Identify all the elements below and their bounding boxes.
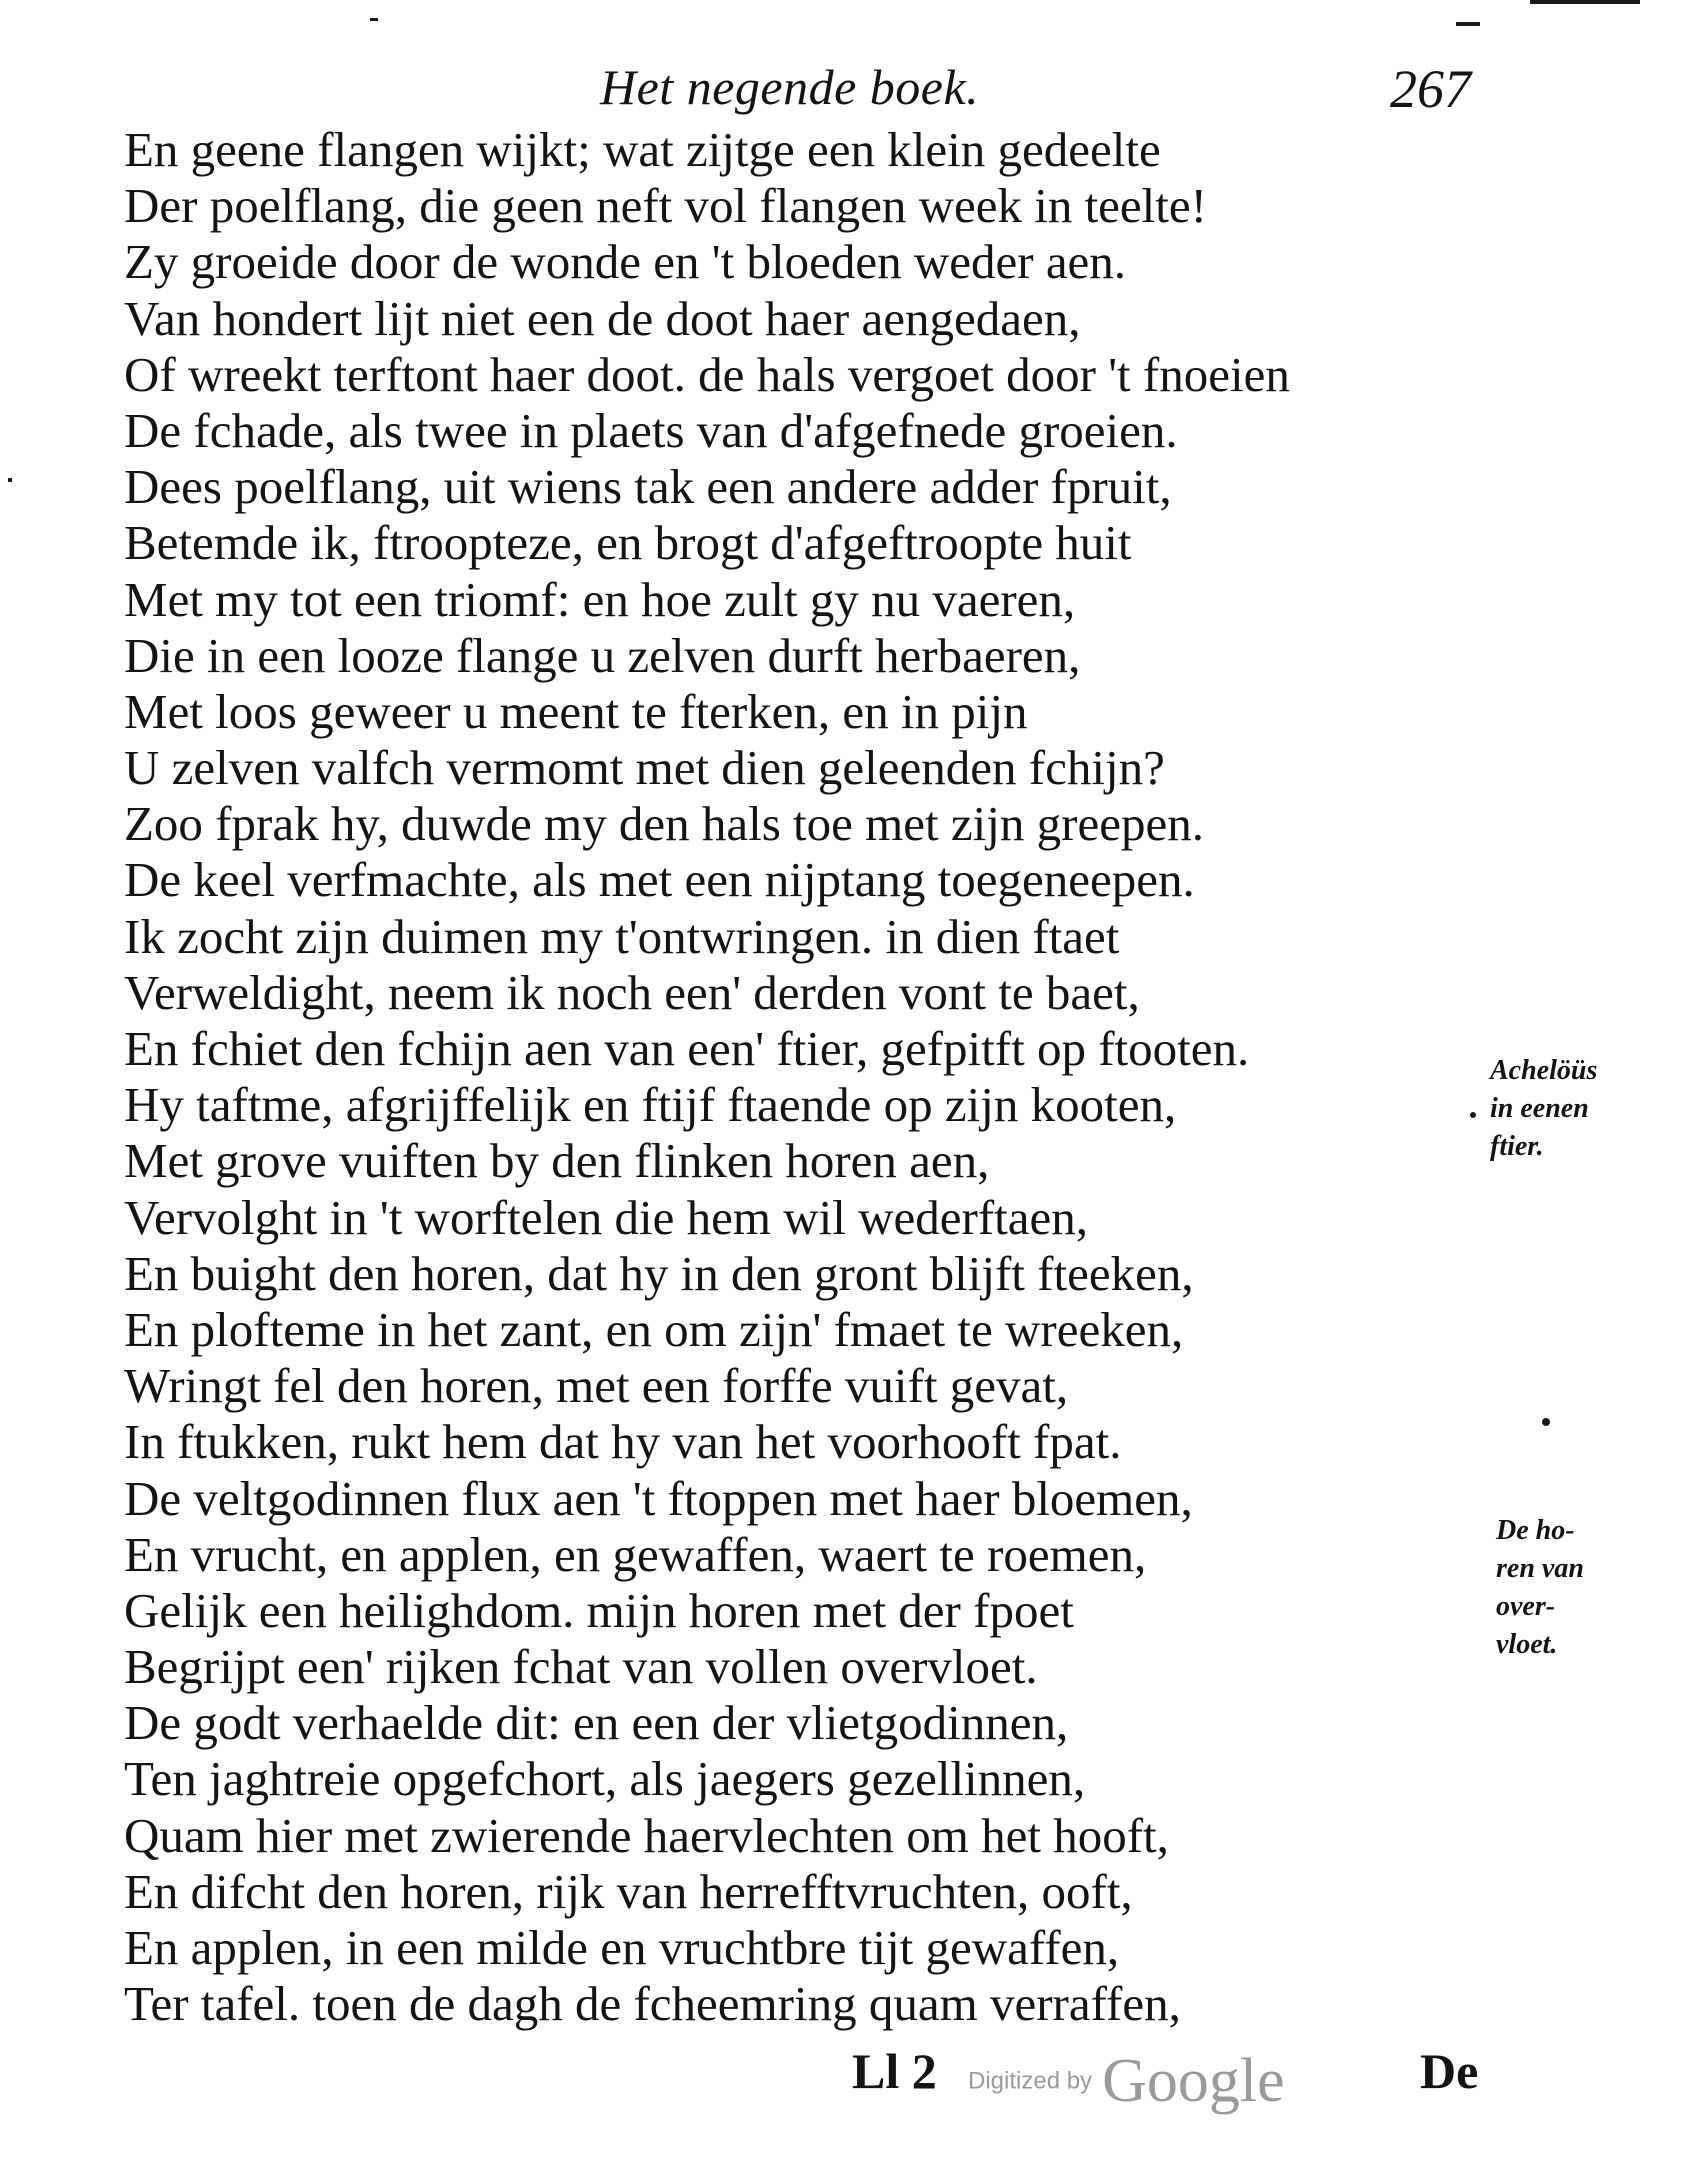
verse-line: Met my tot een triomf: en hoe zult gy nu vaeren, — [124, 571, 1076, 627]
marginal-note-line: ftier. — [1490, 1131, 1544, 1162]
marginal-note-line: over- — [1496, 1591, 1556, 1622]
scan-speck — [8, 478, 12, 482]
marginal-note-overvloet — [1496, 1512, 1584, 1664]
verse-line: Of wreekt terftont haer doot. de hals vergoet door 't fnoeien — [124, 346, 1290, 402]
page-number: 267 — [1390, 59, 1471, 119]
verse-line: Met loos geweer u meent te fterken, en in pijn — [124, 683, 1028, 739]
watermark-brand: Google — [1102, 2047, 1285, 2115]
running-head: Het negende boek. — [600, 59, 980, 115]
verse-line: En geene flangen wijkt; wat zijtge een klein gedeelte — [124, 122, 1161, 177]
verse-line: Der poelflang, die geen neft vol flangen week in teelte! — [124, 178, 1207, 234]
verse-line: Verweldight, neem ik noch een' derden vont te baet, — [124, 964, 1140, 1020]
verse-line: Begrijpt een' rijken fchat van vollen overvloet. — [124, 1639, 1038, 1695]
verse-line: De veltgodinnen flux aen 't ftoppen met haer bloemen, — [124, 1470, 1193, 1526]
verse-line: U zelven valfch vermomt met dien geleenden fchijn? — [124, 740, 1165, 796]
catchword: De — [1420, 2043, 1479, 2099]
verse-line: De godt verhaelde dit: en een der vlietgodinnen, — [124, 1695, 1069, 1751]
verse-line: En fchiet den fchijn aen van een' ftier, gefpitft op ftooten. — [124, 1021, 1250, 1076]
scan-speck — [370, 18, 378, 21]
verse-line: En vrucht, en applen, en gewaffen, waert te roemen, — [124, 1526, 1147, 1582]
verse-line: En buight den horen, dat hy in den gront blijft fteeken, — [124, 1245, 1194, 1301]
marginal-note-line: ren van — [1496, 1553, 1584, 1584]
verse-line: In ftukken, rukt hem dat hy van het voorhooft fpat. — [124, 1414, 1122, 1470]
verse-line: Ten jaghtreie opgefchort, als jaegers gezellinnen, — [124, 1751, 1086, 1807]
verse-line: De fchade, als twee in plaets van d'afgefnede groeien. — [124, 402, 1178, 458]
page-footer — [0, 2042, 1682, 2122]
verse-line: En applen, in een milde en vruchtbre tijt gewaffen, — [124, 1920, 1120, 1975]
page-header — [0, 52, 1682, 122]
verse-line: De keel verfmachte, als met een nijptang toegeneepen. — [124, 852, 1195, 908]
verse-line: Quam hier met zwierende haervlechten om het hooft, — [124, 1807, 1169, 1863]
scan-speck — [1456, 22, 1480, 26]
verse-line: Van hondert lijt niet een de doot haer aengedaen, — [124, 290, 1081, 346]
watermark-prefix: Digitized by — [968, 2067, 1093, 2095]
verse-block — [124, 122, 1504, 2032]
marginal-note-line: De ho- — [1496, 1515, 1575, 1546]
verse-line: Zy groeide door de wonde en 't bloeden weder aen. — [124, 234, 1127, 290]
verse-line: Gelijk een heilighdom. mijn horen met der fpoet — [124, 1582, 1074, 1638]
verse-line: Ik zocht zijn duimen my t'ontwringen. in dien ftaet — [124, 908, 1120, 964]
verse-line: Wringt fel den horen, met een forffe vuift gevat, — [124, 1358, 1069, 1414]
marginal-note-acheloos — [1490, 1052, 1597, 1166]
digitized-watermark — [968, 2046, 1285, 2116]
verse-line: Met grove vuiften by den flinken horen aen, — [124, 1133, 990, 1189]
verse-line: Zoo fprak hy, duwde my den hals toe met zijn greepen. — [124, 796, 1204, 852]
signature-mark: Ll 2 — [852, 2043, 937, 2099]
scan-speck — [1530, 0, 1640, 4]
verse-line: En difcht den horen, rijk van herrefftvruchten, ooft, — [124, 1863, 1133, 1919]
scan-speck — [1470, 1112, 1476, 1118]
marginal-note-line: vloet. — [1496, 1629, 1558, 1660]
scan-speck — [1542, 1418, 1550, 1426]
marginal-note-line: Achelöüs — [1490, 1055, 1598, 1086]
verse-line: Vervolght in 't worftelen die hem wil wederftaen, — [124, 1189, 1089, 1245]
verse-line: Betemde ik, ftroopteze, en brogt d'afgeftroopte huit — [124, 515, 1132, 571]
verse-line: Dees poelflang, uit wiens tak een andere adder fpruit, — [124, 459, 1172, 515]
marginal-note-line: in eenen — [1490, 1093, 1589, 1124]
verse-line: Ter tafel. toen de dagh de fcheemring quam verraffen, — [124, 1976, 1181, 2032]
verse-line: Die in een looze flange u zelven durft herbaeren, — [124, 627, 1081, 683]
verse-line: En plofteme in het zant, en om zijn' fmaet te wreeken, — [124, 1301, 1184, 1357]
verse-line: Hy taftme, afgrijffelijk en ftijf ftaende op zijn kooten, — [124, 1077, 1177, 1133]
